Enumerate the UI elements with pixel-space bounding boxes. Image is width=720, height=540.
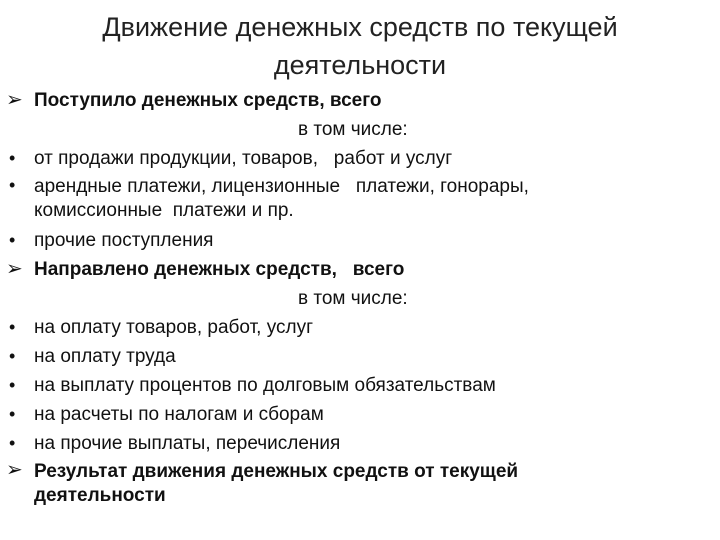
heading-inflows [0,86,720,115]
subheading-text: в том числе: [298,288,408,309]
dot-bullet-icon: • [9,375,16,395]
subheading-including [0,115,720,144]
list-item-text: прочие поступления [34,230,214,251]
list-item [0,371,720,400]
heading-text: Поступило денежных средств, всего [34,90,382,111]
dot-bullet-icon: • [9,433,16,453]
list-item-text: на оплату труда [34,346,176,367]
subheading-text: в том числе: [298,119,408,140]
list-item [0,342,720,371]
dot-bullet-icon: • [9,346,16,366]
list-item-text: арендные платежи, лицензионные платежи, гонорары, [34,176,529,197]
arrow-bullet-icon: ➢ [6,258,23,280]
heading-outflows [0,255,720,284]
list-item-text-continued: комиссионные платежи и пр. [34,200,294,221]
dot-bullet-icon: • [9,175,16,195]
list-item-text: на выплату процентов по долговым обязательствам [34,375,496,396]
arrow-bullet-icon: ➢ [6,459,23,481]
title-line-1: Движение денежных средств по текущей [102,12,618,42]
dot-bullet-icon: • [9,317,16,337]
heading-text-continued: деятельности [34,485,166,506]
list-item-text: на прочие выплаты, перечисления [34,433,341,454]
list-item [0,144,720,173]
subheading-including [0,284,720,313]
list-item [0,400,720,429]
list-item [0,173,720,226]
list-item-text: на оплату товаров, работ, услуг [34,317,314,338]
list-item [0,429,720,458]
title-line-2: деятельности [273,50,447,80]
dot-bullet-icon: • [9,404,16,424]
content-list [0,86,720,511]
list-item [0,226,720,255]
slide-title [40,8,680,84]
heading-text: Результат движения денежных средств от текущей [34,461,519,482]
heading-result [0,458,720,511]
heading-text: Направлено денежных средств, всего [34,259,405,280]
list-item-text: на расчеты по налогам и сборам [34,404,324,425]
list-item-text: от продажи продукции, товаров, работ и услуг [34,148,453,169]
list-item [0,313,720,342]
dot-bullet-icon: • [9,148,16,168]
dot-bullet-icon: • [9,230,16,250]
arrow-bullet-icon: ➢ [6,89,23,111]
